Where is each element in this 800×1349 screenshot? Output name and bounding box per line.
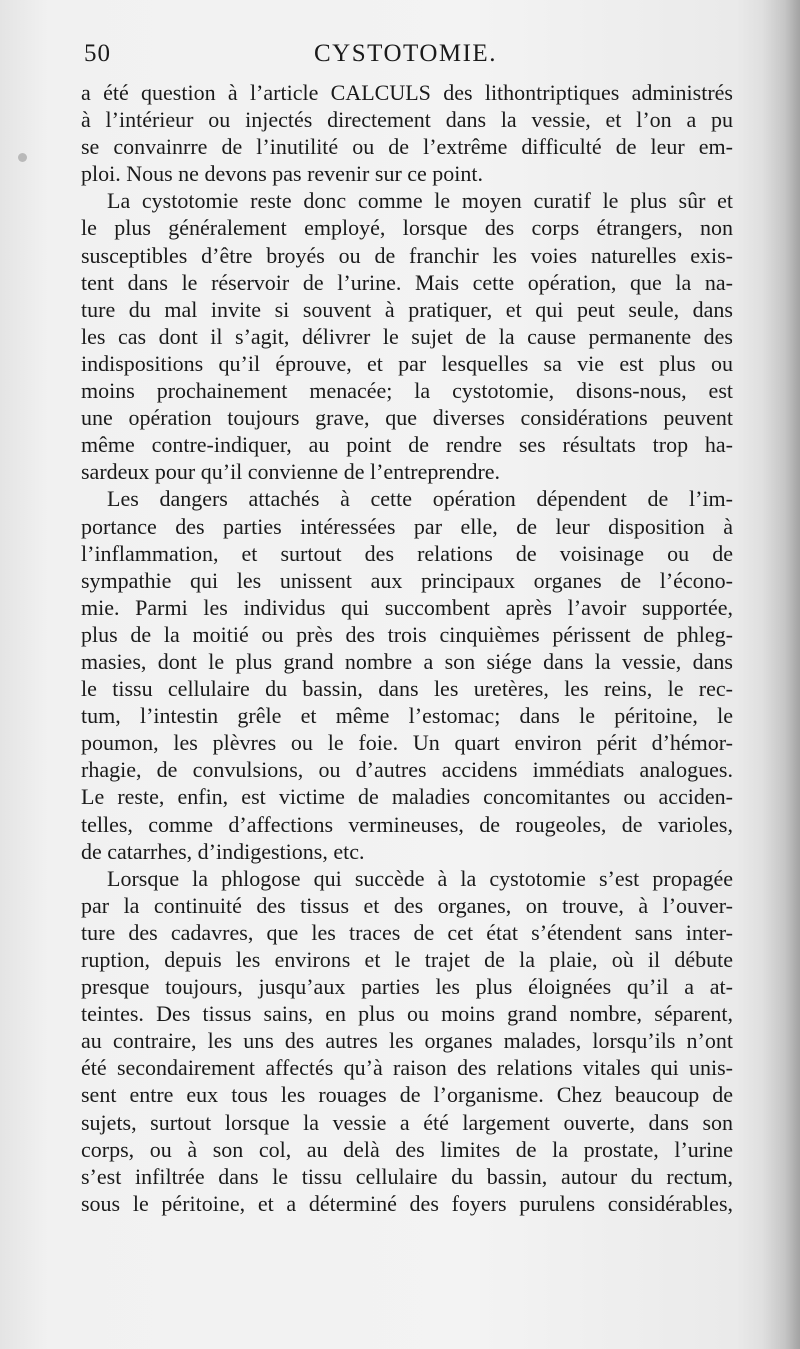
page-number: 50 — [84, 40, 111, 67]
text-line: sous le péritoine, et a déterminé des foyers purulens considérables, — [81, 1190, 733, 1216]
text-line: par la continuité des tissus et des organes, on trouve, à l’ouver- — [81, 892, 733, 918]
text-line: corps, ou à son col, au delà des limites de la prostate, l’urine — [81, 1136, 733, 1162]
text-line: portance des parties intéressées par elle, de leur disposition à — [81, 513, 733, 539]
paragraph — [81, 79, 733, 187]
body-text — [81, 79, 733, 1217]
text-line: le tissu cellulaire du bassin, dans les uretères, les reins, le rec- — [81, 676, 733, 702]
text-line: indispositions qu’il éprouve, et par lesquelles sa vie est plus ou — [81, 350, 733, 376]
running-title: CYSTOTOMIE. — [314, 40, 497, 67]
text-line: le plus généralement employé, lorsque des corps étrangers, non — [81, 215, 733, 241]
text-line: sujets, surtout lorsque la vessie a été largement ouverte, dans son — [81, 1109, 733, 1135]
text-line: moins prochainement menacée; la cystotomie, disons-nous, est — [81, 378, 733, 404]
text-line: presque toujours, jusqu’aux parties les plus éloignées qu’il a at- — [81, 974, 733, 1000]
text-line: une opération toujours grave, que diverses considérations peuvent — [81, 405, 733, 431]
text-line: telles, comme d’affections vermineuses, de rougeoles, de varioles, — [81, 811, 733, 837]
text-line: Les dangers attachés à cette opération dépendent de l’im- — [107, 486, 733, 512]
text-line: a été question à l’article CALCULS des lithontriptiques administrés — [81, 80, 733, 105]
text-line: sympathie qui les unissent aux principaux organes de l’écono- — [81, 567, 733, 593]
show-through-bleed — [742, 150, 797, 1270]
text-line: Lorsque la phlogose qui succède à la cystotomie s’est propagée — [107, 865, 733, 891]
text-line: tent dans le réservoir de l’urine. Mais cette opération, que la na- — [81, 269, 733, 295]
text-line: La cystotomie reste donc comme le moyen curatif le plus sûr et — [107, 188, 733, 214]
text-line: se convainrre de l’inutilité ou de l’extrême difficulté de leur em- — [81, 134, 733, 160]
text-line: l’inflammation, et surtout des relations de voisinage ou de — [81, 540, 733, 566]
text-line: ruption, depuis les environs et le trajet de la plaie, où il débute — [81, 947, 733, 972]
text-line: susceptibles d’être broyés ou de franchir les voies naturelles exis- — [81, 242, 733, 268]
text-line: ture des cadavres, que les traces de cet état s’étendent sans inter- — [81, 919, 733, 945]
paper-speck — [18, 153, 27, 162]
paragraph — [81, 865, 733, 1217]
text-line: s’est infiltrée dans le tissu cellulaire du bassin, autour du rectum, — [81, 1163, 733, 1189]
text-line: Le reste, enfin, est victime de maladies concomitantes ou acciden- — [81, 784, 733, 810]
text-line: les cas dont il s’agit, délivrer le sujet de la cause permanente des — [81, 323, 733, 349]
text-line: teintes. Des tissus sains, en plus ou moins grand nombre, séparent, — [81, 1001, 733, 1027]
text-line: sent entre eux tous les rouages de l’organisme. Chez beaucoup de — [81, 1082, 733, 1108]
text-line: ture du mal invite si souvent à pratiquer, et qui peut seule, dans — [81, 296, 733, 322]
text-line: poumon, les plèvres ou le foie. Un quart environ périt d’hémor- — [81, 730, 733, 756]
text-line: ploi. Nous ne devons pas revenir sur ce point. — [81, 161, 484, 187]
paragraph — [81, 187, 733, 485]
text-line: sardeux pour qu’il convienne de l’entreprendre. — [81, 459, 501, 485]
text-line: au contraire, les uns des autres les organes malades, lorsqu’ils n’ont — [81, 1028, 733, 1054]
text-line: tum, l’intestin grêle et même l’estomac; dans le péritoine, le — [81, 703, 733, 729]
text-line: rhagie, de convulsions, ou d’autres accidens immédiats analogues. — [81, 757, 733, 783]
text-line: de catarrhes, d’indigestions, etc. — [81, 838, 365, 864]
page-header — [84, 40, 734, 80]
text-line: mie. Parmi les individus qui succombent après l’avoir supportée, — [81, 594, 733, 620]
text-line: masies, dont le plus grand nombre a son siége dans la vessie, dans — [81, 648, 733, 674]
paragraph — [81, 485, 733, 864]
text-line: été secondairement affectés qu’à raison des relations vitales qui unis- — [81, 1055, 733, 1081]
text-line: plus de la moitié ou près des trois cinquièmes périssent de phleg- — [81, 621, 733, 647]
text-line: même contre-indiquer, au point de rendre ses résultats trop ha- — [81, 432, 733, 458]
text-line: à l’intérieur ou injectés directement dans la vessie, et l’on a pu — [81, 107, 733, 133]
